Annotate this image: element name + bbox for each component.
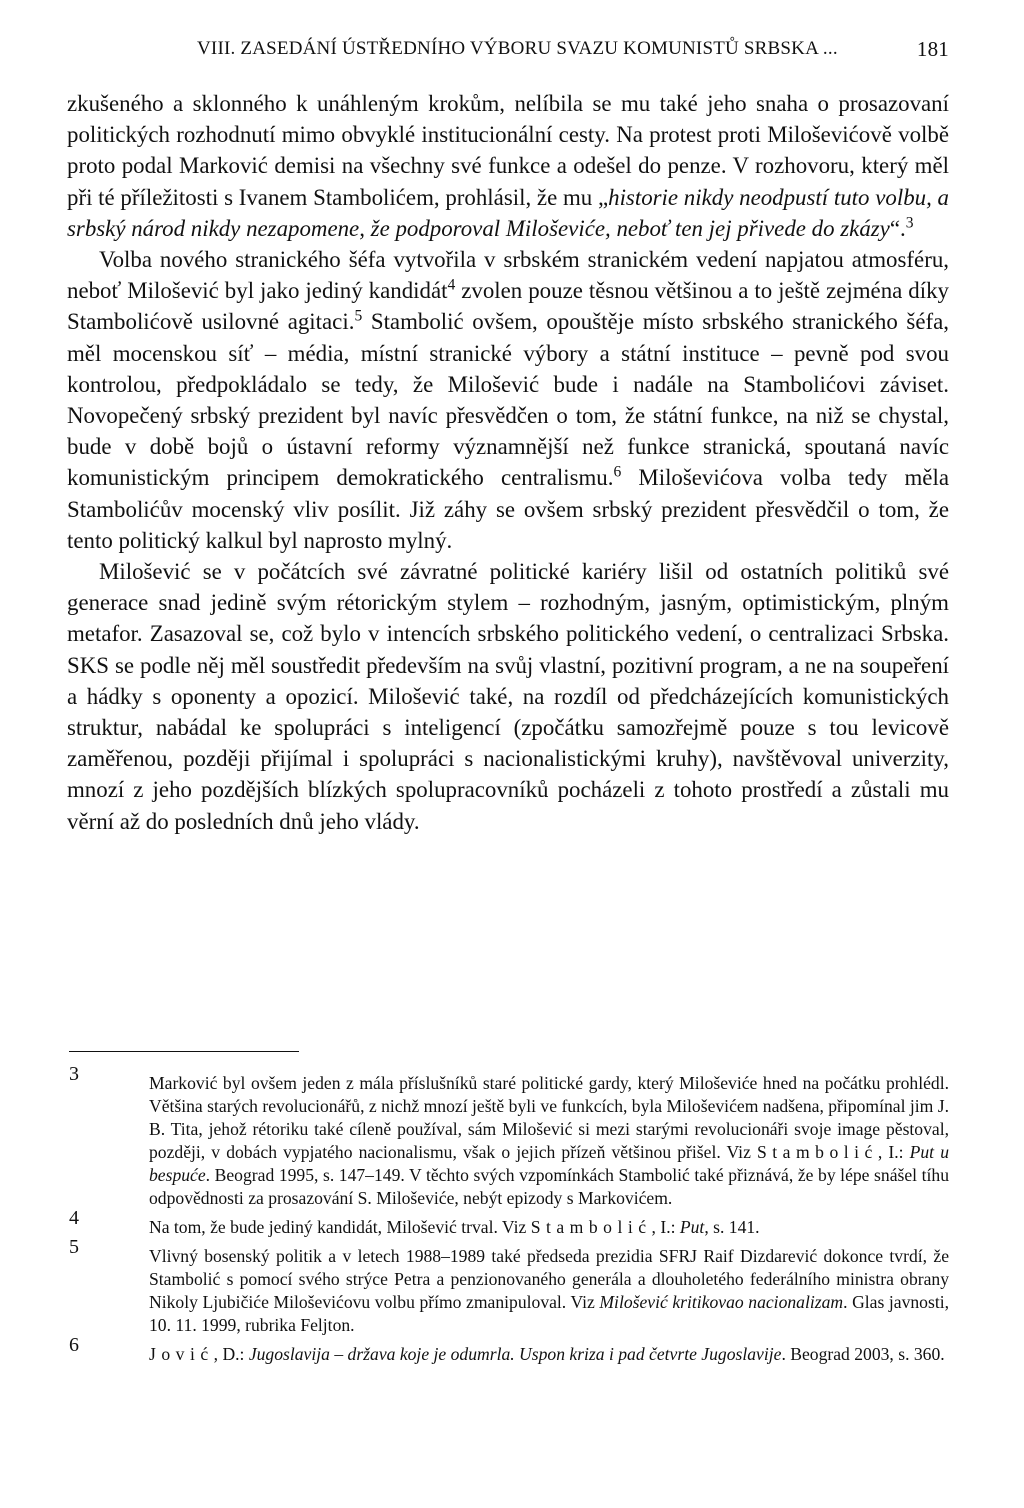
paragraph-text: Miloševićova volba tedy měla Stambolićův mocenský vliv posílit. Již záhy se ovšem srbský prezident přesvědčil o tom, že tento politický kalkul byl naprosto mylný. (67, 465, 949, 553)
citation-author: Stambolić (530, 1217, 652, 1237)
footnote-segment: , D.: (213, 1344, 249, 1364)
footnote-number: 3 (69, 1063, 79, 1085)
footnote-4 (67, 1207, 949, 1239)
paragraph-1 (67, 88, 949, 244)
footnote-divider (69, 1051, 299, 1052)
page-number: 181 (916, 37, 949, 61)
citation-title: Put (679, 1217, 705, 1237)
footnote-5 (67, 1236, 950, 1337)
footnote-text (149, 1343, 949, 1366)
footnote-number: 5 (69, 1236, 79, 1258)
footnote-segment: , I.: (651, 1217, 680, 1237)
paragraph-2 (67, 244, 949, 556)
citation-author: Jović (149, 1344, 214, 1364)
quotation: historie nikdy neodpustí tuto volbu, a srbský národ nikdy nezapomene, že podporoval Miloševiće, neboť ten jej přivede do zkázy (67, 184, 949, 241)
footnote-number: 6 (69, 1334, 79, 1356)
footnote-ref-6[interactable]: 6 (613, 463, 622, 481)
footnote-text (149, 1245, 949, 1337)
running-title: VIII. ZASEDÁNÍ ÚSTŘEDNÍHO VÝBORU SVAZU KOMUNISTŮ SRBSKA ... (197, 38, 838, 59)
citation-title: Put u bespuće (149, 1142, 949, 1185)
citation-title: Milošević kritikovao nacionalizam (599, 1292, 844, 1312)
citation-author: Stambolić (757, 1142, 878, 1162)
footnote-text (149, 1072, 949, 1210)
paragraph-text: Stambolić ovšem, opouštěje místo srbského stranického šéfa, měl mocenskou síť – média, místní stranické výbory a státní instituce – pevně pod svou kontrolou, předpokládalo se tedy, že Milošević bude i nadále na Stambolićovi záviset. Novopečený srbský prezident byl navíc přesvědčen o tom, že státní funkce, na niž se chystal, bude v době bojů o ústavní reformy významnější než funkce stranická, spoutaná navíc komunistickým principem demokratického centralismu. (67, 309, 949, 491)
footnote-segment: , I.: (877, 1142, 910, 1162)
footnote-ref-5[interactable]: 5 (354, 307, 363, 325)
footnote-segment: Marković byl ovšem jeden z mála příslušníků staré politické gardy, který Miloševiće hned na počátku prohlédl. Většina starých revolucionářů, z nichž mnozí ještě byli ve funkcích, byla Miloševićem nadšena, připomínal jim J. B. Tita, jehož rétoriku také cíleně používal, sám Milošević si mezi starými revolucionáři svoje image pěstoval, později, v dobách vypjatého nacionalismu, však o jejich přízeň většinou přišel. Viz (149, 1073, 949, 1162)
citation-title: Jugoslavija – država koje je odumrla. Uspon kriza i pad četvrte Jugoslavije (248, 1344, 782, 1364)
footnote-segment: . Beograd 2003, s. 360. (781, 1344, 945, 1364)
footnotes (67, 1063, 950, 1372)
paragraph-text: zvolen pouze těsnou většinou a to ještě zejména díky Stambolićově usilovné agitaci. (67, 278, 949, 335)
footnote-ref-4[interactable]: 4 (447, 276, 456, 294)
footnote-6 (67, 1334, 949, 1366)
footnote-text (149, 1216, 949, 1239)
footnote-3 (67, 1063, 949, 1210)
paragraph-text: zkušeného a sklonného k unáhleným krokům, nelíbila se mu také jeho snaha o prosazovaní politických rozhodnutí mimo obvyklé institucionální cesty. Na protest proti Miloševićově volbě proto podal Marković demisi na všechny své funkce a odešel do penze. V rozhovoru, který měl při té příležitosti s Ivanem Stambolićem, prohlásil, že mu „ (67, 91, 949, 210)
footnote-segment: , s. 141. (704, 1217, 760, 1237)
footnote-segment: . Beograd 1995, s. 147–149. V těchto svých vzpomínkách Stambolić také přiznává, že by lépe snášel tíhu odpovědnosti za prosazování S. Miloševiće, nebýt epizody s Markovićem. (149, 1165, 949, 1208)
main-text (67, 88, 949, 837)
footnote-ref-3[interactable]: 3 (905, 214, 914, 232)
footnote-segment: Vlivný bosenský politik a v letech 1988–1989 také předseda prezidia SFRJ Raif Dizdarević dokonce tvrdí, že Stambolić s pomocí svého strýce Petra a penzionovaného generála a dlouholetého federálního ministra obrany Nikoly Ljubičiće Miloševićovu volbu přímo zmanipuloval. Viz (149, 1246, 949, 1312)
footnote-segment: Na tom, že bude jediný kandidát, Milošević trval. Viz (149, 1217, 531, 1237)
footnote-number: 4 (69, 1207, 79, 1229)
paragraph-3: Milošević se v počátcích své závratné politické kariéry lišil od ostatních politiků své generace snad jedině svým rétorickým stylem – rozhodným, jasným, optimistickým, plným metafor. Zasazoval se, což bylo v intencích srbského politického vedení, o centralizaci Srbska. SKS se podle něj měl soustředit především na svůj vlastní, pozitivní program, a ne na soupeření a hádky s oponenty a opozicí. Milošević také, na rozdíl od předcházejících komunistických struktur, nabádal ke spolupráci s inteligencí (zpočátku samozřejmě pouze s tou levicově zaměřenou, později přijímal i spolupráci s nacionalistickými kruhy), navštěvoval univerzity, mnozí z jeho pozdějších blízkých spolupracovníků pocházeli z tohoto prostředí a zůstali mu věrní až do posledních dnů jeho vlády. (67, 559, 949, 834)
paragraph-text: “. (889, 215, 906, 241)
paragraph-text: Volba nového stranického šéfa vytvořila v srbském stranickém vedení napjatou atmosféru, neboť Milošević byl jako jediný kandidát (67, 247, 949, 304)
footnote-segment: . Glas javnosti, 10. 11. 1999, rubrika Feljton. (149, 1292, 950, 1335)
